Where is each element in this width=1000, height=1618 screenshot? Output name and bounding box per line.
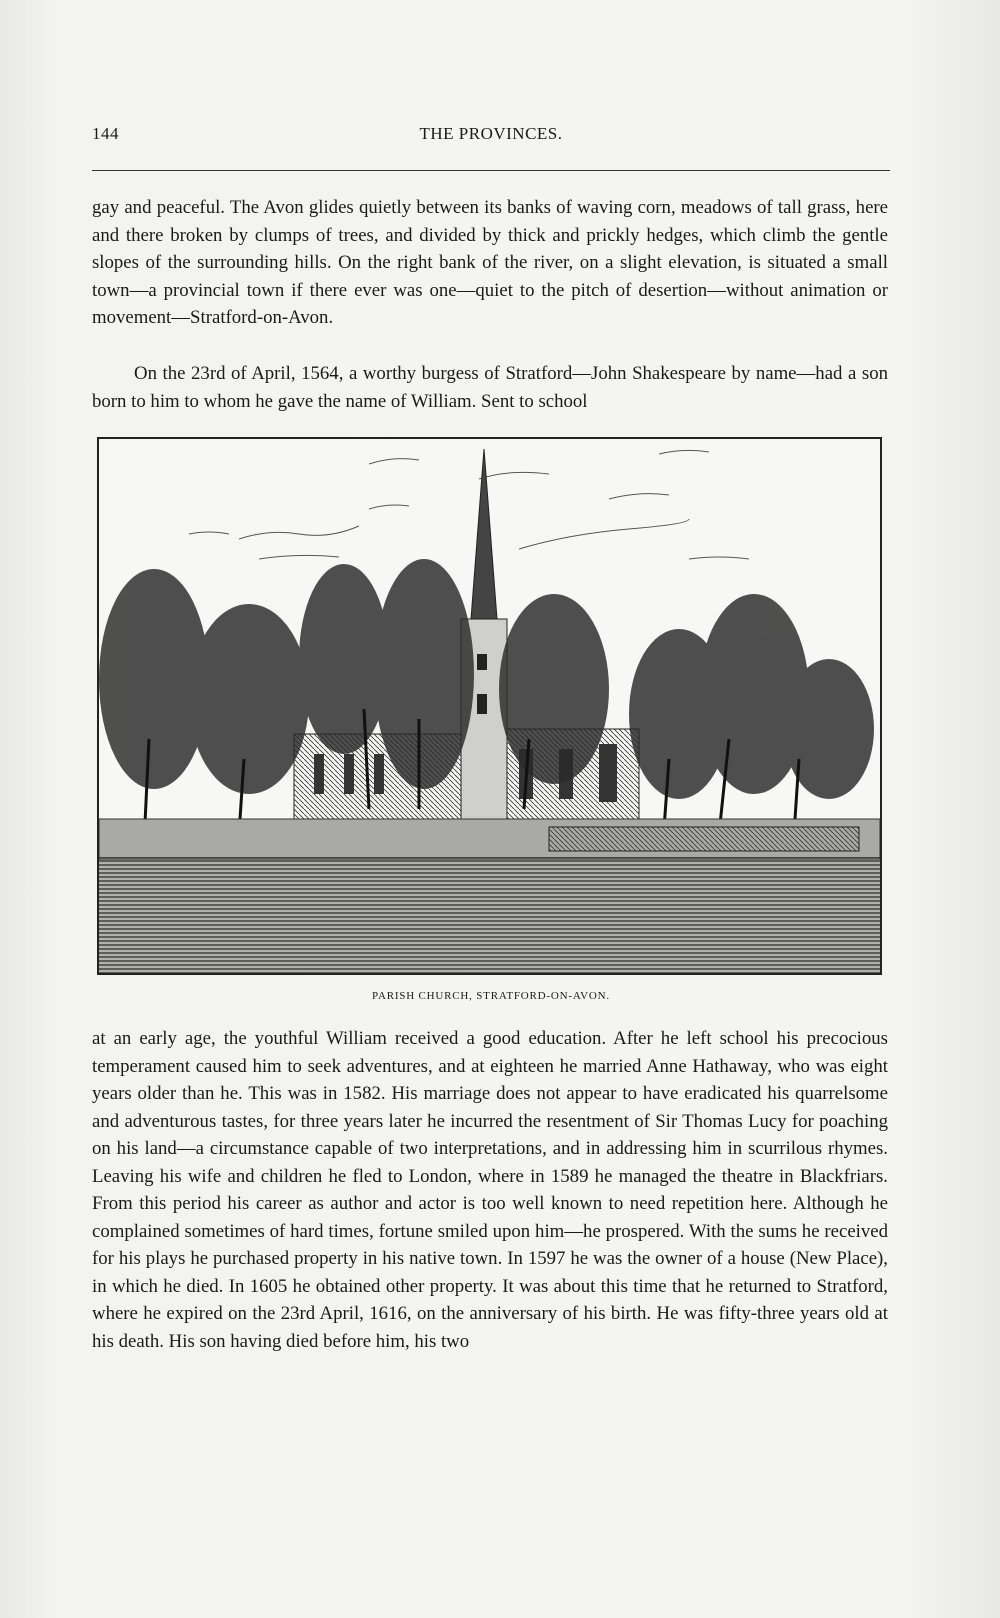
paragraph-2: On the 23rd of April, 1564, a worthy burgess of Stratford—John Shakespeare by name—had a son born to him to whom he gave the name of William. Sent to school <box>92 363 888 412</box>
church-spire <box>471 449 497 619</box>
sky-clouds <box>189 450 749 559</box>
figure-caption: PARISH CHURCH, STRATFORD-ON-AVON. <box>372 990 610 1002</box>
engraving-illustration <box>99 439 880 973</box>
header-rule <box>92 170 890 171</box>
running-title: THE PROVINCES. <box>419 124 563 143</box>
paragraph-1: gay and peaceful. The Avon glides quietly between its banks of waving corn, meadows of tall grass, here and there broken by clumps of trees, and divided by thick and prickly hedges, which climb the gentle slopes of the surrounding hills. On the right bank of the river, on a slight elevation, is situated a small town—a provincial town if there ever was one—quiet to the pitch of desertion—without animation or movement—Stratford-on-Avon. <box>92 197 888 328</box>
church-engraving <box>97 437 882 975</box>
running-head <box>92 124 890 148</box>
river-wall <box>549 827 859 851</box>
page-number: 144 <box>92 124 119 143</box>
paragraph-3: at an early age, the youthful William received a good education. After he left school his precocious temperament caused him to seek adventures, and at eighteen he married Anne Hathaway, who was eight years older than he. This was in 1582. His marriage does not appear to have eradicated his quarrelsome and adventurous tastes, for three years later he incurred the resentment of Sir Thomas Lucy for poaching on his land—a circumstance capable of two interpretations, and in addressing him in scurrilous rhymes. Leaving his wife and children he fled to London, where in 1589 he managed the theatre in Blackfriars. From this period his career as author and actor is too well known to need repetition here. Although he complained sometimes of hard times, fortune smiled upon him—he prospered. With the sums he received for his plays he purchased property in his native town. In 1597 he was the owner of a house (New Place), in which he died. In 1605 he obtained other property. It was about this time that he returned to Stratford, where he expired on the 23rd April, 1616, on the anniversary of his birth. He was fifty-three years old at his death. His son having died before him, his two <box>92 1028 888 1352</box>
